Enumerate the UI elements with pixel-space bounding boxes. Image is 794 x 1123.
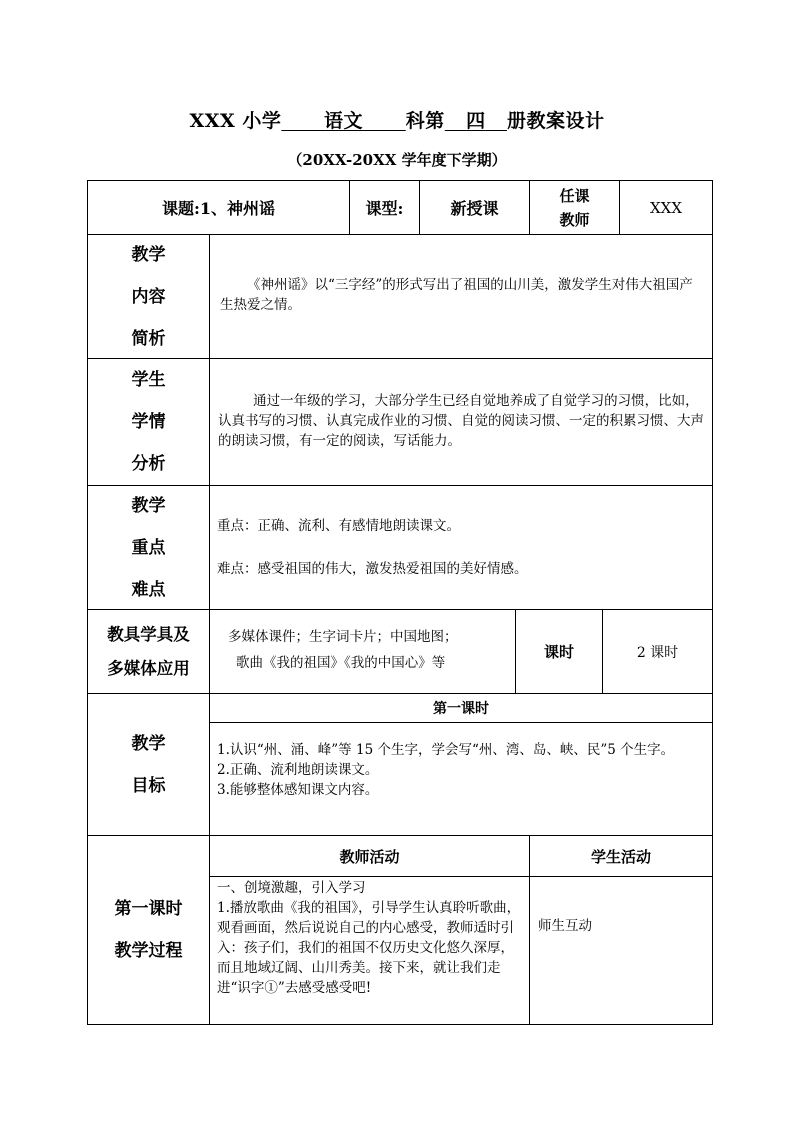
teacher-label: 任课 教师 xyxy=(530,181,620,235)
key-point: 重点：正确、流利、有感情地朗读课文。 xyxy=(217,518,460,534)
ke-di-text: 科第 xyxy=(405,110,445,132)
hours-label: 课时 xyxy=(516,610,603,694)
goals-label: 教学 目标 xyxy=(88,694,210,836)
school-name: XXX 小学 xyxy=(189,110,282,132)
learner-analysis-text: 通过一年级的学习，大部分学生已经自觉地养成了自觉学习的习惯，比如，认真书写的习惯、认真完成作业的习惯、自觉的阅读习惯、一定的积累习惯、大声的朗读习惯，有一定的阅读，写话能力。 xyxy=(210,359,712,486)
goal-item: 2.正确、流利地朗读课文。 xyxy=(217,762,379,778)
term-subtitle: （20XX-20XX 学年度下学期） xyxy=(287,151,507,169)
lesson-type-value: 新授课 xyxy=(420,181,530,235)
volume-field: 四 xyxy=(466,110,486,132)
lesson-plan-table xyxy=(87,180,713,1025)
difficulty-point: 难点：感受祖国的伟大，激发热爱祖国的美好情感。 xyxy=(217,561,528,577)
document-title xyxy=(0,106,794,133)
learner-analysis-label: 学生 学情 分析 xyxy=(88,359,210,486)
topic-cell: 课题:1、神州谣 xyxy=(88,181,350,235)
teacher-activity-text: 一、创境激趣，引入学习 1.播放歌曲《我的祖国》，引导学生认真聆听歌曲，观看画面，然后说说自己的内心感受，教师适时引入：孩子们，我们的祖国不仅历史文化悠久深厚，而且地域辽阔、山川秀美。接下来，就让我们走进“识字①”去感受感受吧! xyxy=(210,877,530,1024)
subject-field: 语文 xyxy=(324,110,364,132)
goals-text xyxy=(210,723,712,836)
student-activity-header: 学生活动 xyxy=(530,836,712,877)
goal-item: 3.能够整体感知课文内容。 xyxy=(217,782,379,798)
hours-value: 2 课时 xyxy=(603,610,712,694)
key-points-text xyxy=(210,486,712,610)
tools-label: 教具学具及 多媒体应用 xyxy=(88,610,210,694)
first-lesson-title: 第一课时 xyxy=(210,694,712,723)
content-analysis-text: 《神州谣》以“三字经”的形式写出了祖国的山川美，激发学生对伟大祖国产生热爱之情。 xyxy=(210,235,712,359)
teacher-name: XXX xyxy=(620,181,712,235)
tools-text: 多媒体课件；生字词卡片；中国地图； 歌曲《我的祖国》《我的中国心》等 xyxy=(210,610,516,694)
key-points-label: 教学 重点 难点 xyxy=(88,486,210,610)
process-label: 第一课时 教学过程 xyxy=(88,836,210,1024)
student-activity-text: 师生互动 xyxy=(538,918,592,934)
goal-item: 1.认识“州、涌、峰”等 15 个生字，学会写“州、湾、岛、峡、民”5 个生字。 xyxy=(217,742,675,758)
lesson-type-label: 课型: xyxy=(350,181,420,235)
content-analysis-label: 教学 内容 简析 xyxy=(88,235,210,359)
design-text: 册教案设计 xyxy=(507,110,605,132)
teacher-activity-header: 教师活动 xyxy=(210,836,530,877)
